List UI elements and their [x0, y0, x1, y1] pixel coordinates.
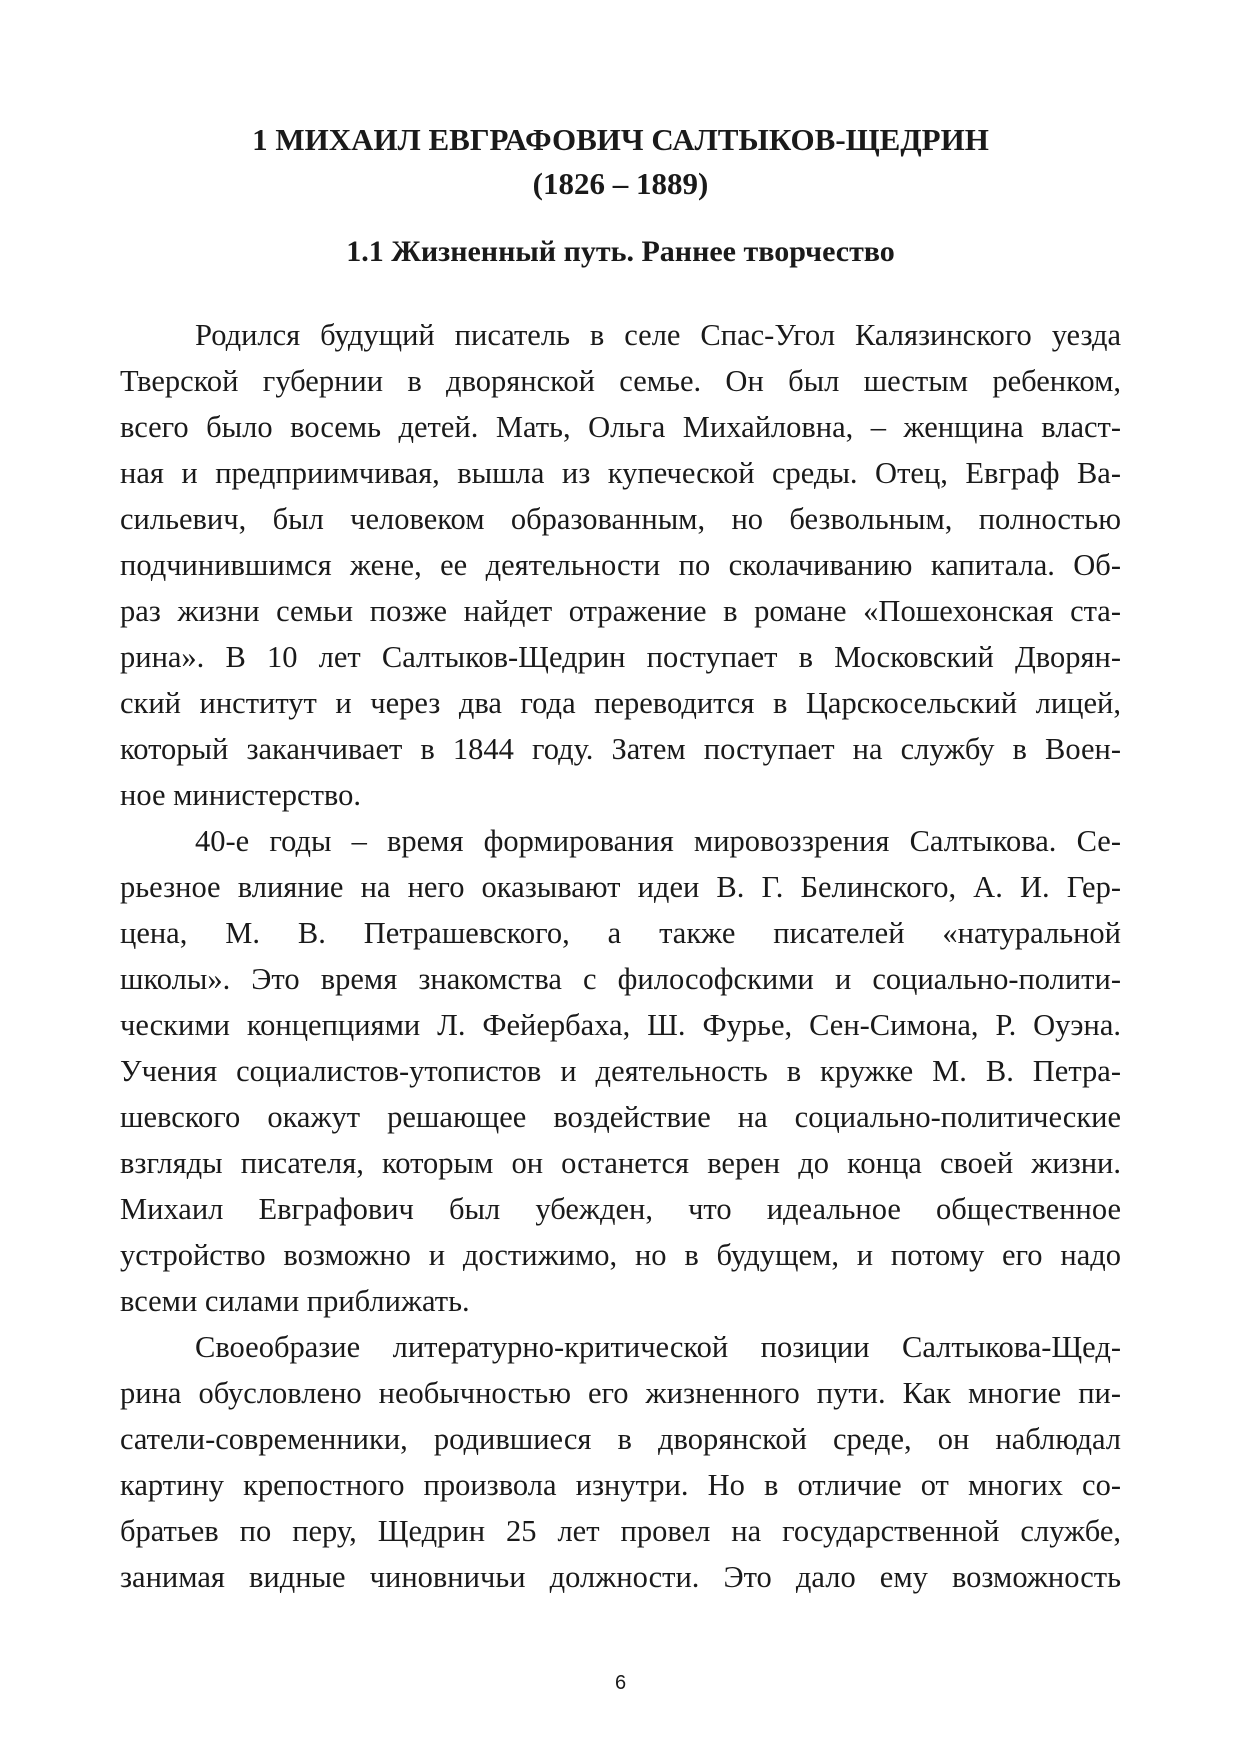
text-line: братьев по перу, Щедрин 25 лет провел на государственной службе,: [120, 1514, 1121, 1548]
text-line: рина». В 10 лет Салтыков-Щедрин поступает в Московский Дворян-: [120, 640, 1121, 674]
text-line: сатели-современники, родившиеся в дворянской среде, он наблюдал: [120, 1422, 1121, 1456]
text-line: Тверской губернии в дворянской семье. Он был шестым ребенком,: [120, 364, 1121, 398]
text-line: который заканчивает в 1844 году. Затем поступает на службу в Воен-: [120, 732, 1121, 766]
text-line: устройство возможно и достижимо, но в будущем, и потому его надо: [120, 1238, 1121, 1272]
text-line: школы». Это время знакомства с философскими и социально-полити-: [120, 962, 1121, 996]
text-line: всего было восемь детей. Мать, Ольга Михайловна, – женщина власт-: [120, 410, 1121, 444]
text-line: ческими концепциями Л. Фейербаха, Ш. Фурье, Сен-Симона, Р. Оуэна.: [120, 1008, 1121, 1042]
text-line: 40-е годы – время формирования мировоззрения Салтыкова. Се-: [195, 824, 1121, 858]
paragraph-3: [120, 1324, 1121, 1600]
text-line: картину крепостного произвола изнутри. Но в отличие от многих со-: [120, 1468, 1121, 1502]
text-line: Родился будущий писатель в селе Спас-Угол Калязинского уезда: [195, 318, 1121, 352]
text-line: подчинившимся жене, ее деятельности по сколачиванию капитала. Об-: [120, 548, 1121, 582]
text-line: Своеобразие литературно-критической позиции Салтыкова-Щед-: [195, 1330, 1121, 1364]
text-line: всеми силами приближать.: [120, 1284, 470, 1318]
text-line: цена, М. В. Петрашевского, а также писателей «натуральной: [120, 916, 1121, 950]
text-line: раз жизни семьи позже найдет отражение в романе «Пошехонская ста-: [120, 594, 1121, 628]
text-line: ная и предприимчивая, вышла из купеческой среды. Отец, Евграф Ва-: [120, 456, 1121, 490]
text-line: занимая видные чиновничьи должности. Это дало ему возможность: [120, 1560, 1121, 1594]
text-line: ное министерство.: [120, 778, 361, 812]
paragraph-2: [120, 818, 1121, 1324]
text-line: Учения социалистов-утопистов и деятельность в кружке М. В. Петра-: [120, 1054, 1121, 1088]
text-line: рина обусловлено необычностью его жизненного пути. Как многие пи-: [120, 1376, 1121, 1410]
chapter-title-years: (1826 – 1889): [532, 166, 709, 201]
chapter-title: [120, 118, 1121, 206]
paragraph-1: [120, 312, 1121, 818]
section-title: 1.1 Жизненный путь. Раннее творчество: [346, 235, 895, 268]
chapter-title-name: 1 МИХАИЛ ЕВГРАФОВИЧ САЛТЫКОВ-ЩЕДРИН: [252, 122, 989, 157]
text-line: Михаил Евграфович был убежден, что идеальное общественное: [120, 1192, 1121, 1226]
body-text: [120, 312, 1121, 1600]
page-number: 6: [614, 1672, 627, 1694]
text-line: шевского окажут решающее воздействие на социально-политические: [120, 1100, 1121, 1134]
text-line: взгляды писателя, которым он останется верен до конца своей жизни.: [120, 1146, 1121, 1180]
text-line: ский институт и через два года переводится в Царскосельский лицей,: [120, 686, 1121, 720]
text-line: сильевич, был человеком образованным, но безвольным, полностью: [120, 502, 1121, 536]
text-line: рьезное влияние на него оказывают идеи В. Г. Белинского, А. И. Гер-: [120, 870, 1121, 904]
